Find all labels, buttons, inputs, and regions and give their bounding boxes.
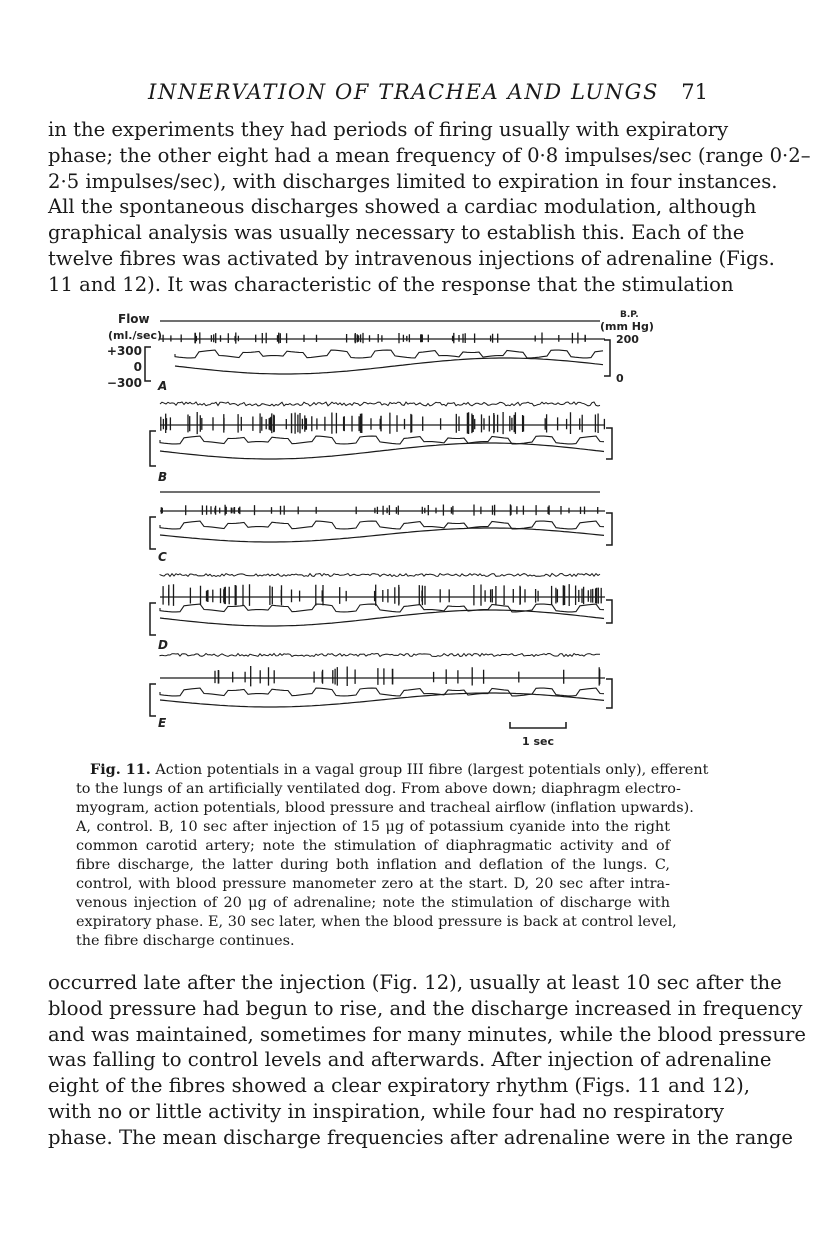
running-head	[48, 80, 708, 110]
bp-tick-200: 200	[616, 333, 639, 346]
caption-line: venous injection of 20 μg of adrenaline; note the stimulation of discharge with	[76, 895, 670, 911]
flow-label: Flow	[118, 312, 150, 326]
blood-pressure-trace	[160, 604, 604, 612]
flow-tick-minus300: −300	[106, 376, 142, 390]
airflow-trace	[160, 693, 604, 707]
body-line: 2·5 impulses/sec), with discharges limited to expiration in four instances.	[48, 169, 778, 193]
caption-line: expiratory phase. E, 30 sec later, when the blood pressure is back at control level,	[76, 914, 677, 930]
panel-label-d: D	[158, 638, 168, 652]
bp-calibration-bracket	[606, 600, 612, 623]
body-line: phase. The mean discharge frequencies after adrenaline were in the range	[48, 1125, 794, 1149]
panel-label-b: B	[158, 470, 168, 484]
figure-caption	[76, 760, 709, 951]
bp-label: B.P.	[620, 310, 639, 320]
emg-trace	[160, 654, 600, 657]
bp-tick-0: 0	[616, 372, 624, 385]
caption-line: control, with blood pressure manometer zero at the start. D, 20 sec after intra-	[76, 876, 670, 892]
caption-label: Fig. 11.	[90, 761, 151, 778]
page-number: 71	[681, 80, 708, 104]
airflow-trace	[175, 358, 603, 374]
caption-line: fibre discharge, the latter during both inflation and deflation of the lungs. C,	[76, 857, 670, 873]
bp-calibration-bracket	[606, 679, 612, 708]
flow-calibration-bracket	[150, 684, 156, 716]
body-line: occurred late after the injection (Fig. 12), usually at least 10 sec after the	[48, 971, 782, 994]
blood-pressure-trace	[160, 521, 604, 529]
body-paragraph-bottom	[48, 970, 806, 1151]
recording-traces	[100, 308, 660, 752]
time-scale-bar	[510, 722, 566, 728]
caption-line	[76, 760, 709, 780]
body-paragraph-top	[48, 117, 811, 298]
flow-calibration-bracket	[150, 603, 156, 635]
flow-tick-plus300: +300	[106, 344, 142, 358]
caption-line: myogram, action potentials, blood pressure and tracheal airflow (inflation upwards).	[76, 800, 694, 816]
emg-trace	[160, 402, 600, 406]
emg-trace	[160, 574, 600, 577]
flow-calibration-bracket	[150, 517, 156, 549]
spike-trace	[160, 666, 605, 686]
bp-calibration-bracket	[606, 513, 612, 545]
spike-trace	[160, 504, 605, 515]
caption-text: Action potentials in a vagal group III fibre (largest potentials only), efferent	[155, 762, 709, 778]
body-line: in the experiments they had periods of firing usually with expiratory	[48, 118, 729, 141]
flow-tick-zero: 0	[133, 360, 142, 374]
spike-trace	[160, 332, 605, 343]
caption-line: common carotid artery; note the stimulation of diaphragmatic activity and of	[76, 838, 670, 854]
bp-calibration-bracket	[606, 428, 612, 459]
blood-pressure-trace	[175, 350, 603, 358]
caption-line: A, control. B, 10 sec after injection of 15 μg of potassium cyanide into the right	[76, 819, 670, 835]
body-line: 11 and 12). It was characteristic of the response that the stimulation	[48, 272, 734, 296]
spike-trace	[160, 584, 605, 606]
trace-group	[145, 321, 612, 716]
caption-line: the fibre discharge continues.	[76, 933, 295, 949]
airflow-trace	[160, 443, 604, 459]
blood-pressure-trace	[160, 436, 604, 444]
bp-unit: (mm Hg)	[600, 320, 654, 333]
time-scale-label: 1 sec	[521, 735, 555, 748]
body-line: eight of the fibres showed a clear expiratory rhythm (Figs. 11 and 12),	[48, 1074, 750, 1098]
airflow-trace	[160, 610, 604, 626]
body-line: graphical analysis was usually necessary to establish this. Each of the	[48, 221, 745, 245]
panel-label-c: C	[158, 550, 167, 564]
bp-calibration-bracket	[604, 340, 610, 376]
running-title: INNERVATION OF TRACHEA AND LUNGS	[148, 80, 660, 104]
body-line: was falling to control levels and afterwards. After injection of adrenaline	[48, 1048, 772, 1072]
airflow-trace	[160, 528, 604, 542]
body-line: with no or little activity in inspiration, while four had no respiratory	[48, 1099, 725, 1123]
figure-11	[100, 308, 660, 752]
body-line: phase; the other eight had a mean frequency of 0·8 impulses/sec (range 0·2–	[48, 143, 811, 167]
panel-label-a: A	[158, 379, 168, 393]
flow-unit: (ml./sec)	[108, 329, 163, 342]
spike-trace	[160, 412, 605, 434]
body-line: twelve fibres was activated by intravenous injections of adrenaline (Figs.	[48, 246, 775, 270]
body-line: blood pressure had begun to rise, and the discharge increased in frequency	[48, 996, 803, 1020]
body-line: All the spontaneous discharges showed a cardiac modulation, although	[48, 195, 757, 219]
caption-line: to the lungs of an artificially ventilated dog. From above down; diaphragm electro-	[76, 781, 681, 797]
flow-calibration-bracket	[145, 347, 151, 381]
body-line: and was maintained, sometimes for many minutes, while the blood pressure	[48, 1022, 806, 1046]
flow-calibration-bracket	[150, 431, 156, 466]
panel-label-e: E	[158, 716, 167, 730]
